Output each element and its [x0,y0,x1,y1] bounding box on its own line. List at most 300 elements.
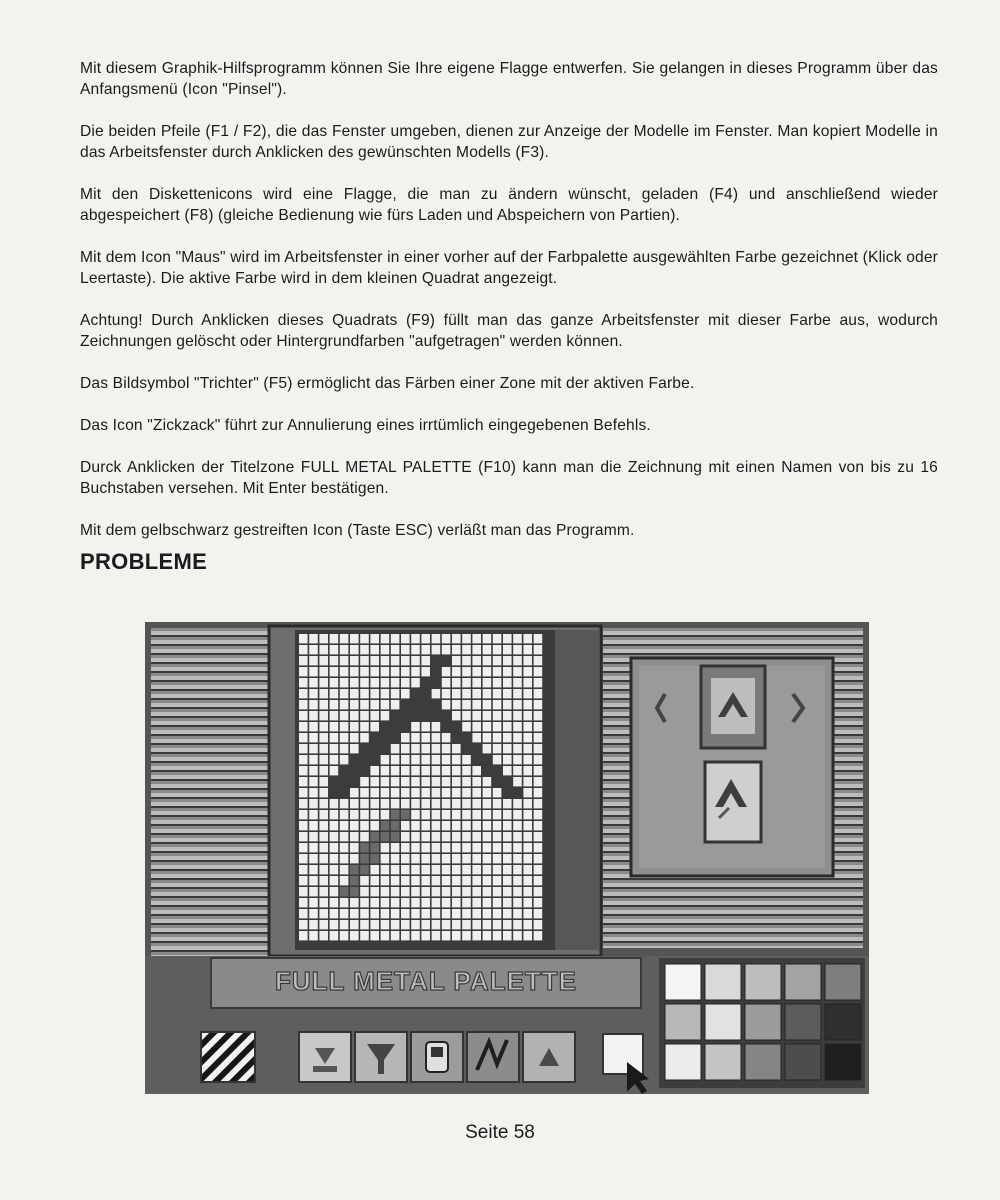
grid-cell[interactable] [360,887,369,896]
palette-swatch[interactable] [825,1044,861,1080]
grid-cell[interactable] [299,733,308,742]
grid-cell[interactable] [472,634,481,643]
grid-cell[interactable] [432,920,441,929]
grid-cell[interactable] [442,854,451,863]
grid-cell[interactable] [462,865,471,874]
grid-cell[interactable] [319,656,328,665]
grid-cell[interactable] [432,711,441,720]
grid-cell[interactable] [493,700,502,709]
grid-cell[interactable] [370,744,379,753]
grid-cell[interactable] [442,909,451,918]
grid-cell[interactable] [360,744,369,753]
grid-cell[interactable] [370,722,379,731]
grid-cell[interactable] [411,876,420,885]
grid-cell[interactable] [503,920,512,929]
grid-cell[interactable] [503,755,512,764]
grid-cell[interactable] [401,689,410,698]
grid-cell[interactable] [462,733,471,742]
grid-cell[interactable] [534,821,543,830]
grid-cell[interactable] [523,634,532,643]
grid-cell[interactable] [513,788,522,797]
grid-cell[interactable] [442,733,451,742]
grid-cell[interactable] [411,854,420,863]
grid-cell[interactable] [493,777,502,786]
grid-cell[interactable] [483,667,492,676]
grid-cell[interactable] [391,909,400,918]
grid-cell[interactable] [493,810,502,819]
grid-cell[interactable] [483,821,492,830]
grid-cell[interactable] [534,810,543,819]
grid-cell[interactable] [360,821,369,830]
grid-cell[interactable] [442,887,451,896]
grid-cell[interactable] [483,700,492,709]
grid-cell[interactable] [432,909,441,918]
grid-cell[interactable] [330,667,339,676]
grid-cell[interactable] [503,909,512,918]
grid-cell[interactable] [401,821,410,830]
grid-cell[interactable] [452,722,461,731]
grid-cell[interactable] [503,887,512,896]
grid-cell[interactable] [330,821,339,830]
grid-cell[interactable] [319,799,328,808]
grid-cell[interactable] [523,788,532,797]
grid-cell[interactable] [523,667,532,676]
mouse-icon[interactable] [411,1032,463,1082]
grid-cell[interactable] [309,645,318,654]
grid-cell[interactable] [350,744,359,753]
grid-cell[interactable] [534,865,543,874]
grid-cell[interactable] [483,799,492,808]
grid-cell[interactable] [483,733,492,742]
grid-cell[interactable] [452,799,461,808]
grid-cell[interactable] [462,700,471,709]
grid-cell[interactable] [340,700,349,709]
grid-cell[interactable] [370,854,379,863]
grid-cell[interactable] [391,689,400,698]
grid-cell[interactable] [483,832,492,841]
grid-cell[interactable] [472,821,481,830]
grid-cell[interactable] [330,843,339,852]
grid-cell[interactable] [523,766,532,775]
grid-cell[interactable] [360,920,369,929]
grid-cell[interactable] [319,722,328,731]
grid-cell[interactable] [452,920,461,929]
grid-cell[interactable] [309,799,318,808]
grid-cell[interactable] [534,744,543,753]
grid-cell[interactable] [360,689,369,698]
grid-cell[interactable] [299,656,308,665]
grid-cell[interactable] [350,898,359,907]
grid-cell[interactable] [319,667,328,676]
grid-cell[interactable] [452,931,461,940]
grid-cell[interactable] [513,887,522,896]
grid-cell[interactable] [370,843,379,852]
grid-cell[interactable] [483,722,492,731]
grid-cell[interactable] [472,788,481,797]
grid-cell[interactable] [381,744,390,753]
grid-cell[interactable] [319,876,328,885]
grid-cell[interactable] [370,876,379,885]
grid-cell[interactable] [421,854,430,863]
grid-cell[interactable] [350,810,359,819]
grid-cell[interactable] [503,645,512,654]
grid-cell[interactable] [523,821,532,830]
grid-cell[interactable] [534,909,543,918]
grid-cell[interactable] [411,733,420,742]
grid-cell[interactable] [411,755,420,764]
grid-cell[interactable] [411,744,420,753]
grid-cell[interactable] [534,722,543,731]
grid-cell[interactable] [370,645,379,654]
grid-cell[interactable] [452,733,461,742]
grid-cell[interactable] [370,700,379,709]
grid-cell[interactable] [503,843,512,852]
grid-cell[interactable] [432,799,441,808]
grid-cell[interactable] [462,777,471,786]
grid-cell[interactable] [330,920,339,929]
grid-cell[interactable] [503,678,512,687]
grid-cell[interactable] [381,931,390,940]
grid-cell[interactable] [391,898,400,907]
grid-cell[interactable] [411,711,420,720]
grid-cell[interactable] [442,656,451,665]
grid-cell[interactable] [309,832,318,841]
grid-cell[interactable] [523,887,532,896]
grid-cell[interactable] [472,766,481,775]
grid-cell[interactable] [493,865,502,874]
grid-cell[interactable] [330,700,339,709]
palette-swatch[interactable] [745,964,781,1000]
grid-cell[interactable] [309,788,318,797]
grid-cell[interactable] [452,898,461,907]
grid-cell[interactable] [442,876,451,885]
grid-cell[interactable] [370,832,379,841]
grid-cell[interactable] [421,656,430,665]
grid-cell[interactable] [472,843,481,852]
grid-cell[interactable] [462,788,471,797]
grid-cell[interactable] [452,887,461,896]
grid-cell[interactable] [319,755,328,764]
grid-cell[interactable] [309,865,318,874]
grid-cell[interactable] [452,832,461,841]
grid-cell[interactable] [391,865,400,874]
grid-cell[interactable] [360,722,369,731]
grid-cell[interactable] [513,722,522,731]
grid-cell[interactable] [421,931,430,940]
grid-cell[interactable] [319,645,328,654]
grid-cell[interactable] [319,744,328,753]
grid-cell[interactable] [493,744,502,753]
grid-cell[interactable] [391,744,400,753]
grid-cell[interactable] [330,656,339,665]
grid-cell[interactable] [493,678,502,687]
grid-cell[interactable] [483,711,492,720]
grid-cell[interactable] [391,634,400,643]
grid-cell[interactable] [319,843,328,852]
grid-cell[interactable] [370,799,379,808]
grid-cell[interactable] [319,711,328,720]
grid-cell[interactable] [523,909,532,918]
grid-cell[interactable] [421,799,430,808]
grid-cell[interactable] [442,634,451,643]
grid-cell[interactable] [381,887,390,896]
grid-cell[interactable] [360,931,369,940]
grid-cell[interactable] [401,832,410,841]
grid-cell[interactable] [401,711,410,720]
grid-cell[interactable] [319,931,328,940]
grid-cell[interactable] [340,799,349,808]
grid-cell[interactable] [401,931,410,940]
grid-cell[interactable] [340,821,349,830]
grid-cell[interactable] [442,645,451,654]
grid-cell[interactable] [401,667,410,676]
grid-cell[interactable] [330,755,339,764]
grid-cell[interactable] [340,832,349,841]
grid-cell[interactable] [350,656,359,665]
grid-cell[interactable] [391,810,400,819]
grid-cell[interactable] [340,722,349,731]
grid-cell[interactable] [319,821,328,830]
grid-cell[interactable] [493,898,502,907]
grid-cell[interactable] [401,854,410,863]
grid-cell[interactable] [391,711,400,720]
grid-cell[interactable] [421,832,430,841]
grid-cell[interactable] [360,843,369,852]
palette-swatch[interactable] [665,964,701,1000]
grid-cell[interactable] [493,689,502,698]
grid-cell[interactable] [391,656,400,665]
grid-cell[interactable] [370,711,379,720]
grid-cell[interactable] [330,788,339,797]
grid-cell[interactable] [299,700,308,709]
grid-cell[interactable] [421,755,430,764]
grid-cell[interactable] [503,733,512,742]
grid-cell[interactable] [421,909,430,918]
grid-cell[interactable] [299,755,308,764]
grid-cell[interactable] [411,656,420,665]
grid-cell[interactable] [534,700,543,709]
grid-cell[interactable] [483,755,492,764]
grid-cell[interactable] [330,777,339,786]
grid-cell[interactable] [350,722,359,731]
grid-cell[interactable] [381,810,390,819]
grid-cell[interactable] [472,865,481,874]
grid-cell[interactable] [513,810,522,819]
grid-cell[interactable] [391,755,400,764]
grid-cell[interactable] [513,821,522,830]
grid-cell[interactable] [432,733,441,742]
grid-cell[interactable] [523,689,532,698]
grid-cell[interactable] [411,887,420,896]
grid-cell[interactable] [472,744,481,753]
grid-cell[interactable] [513,744,522,753]
grid-cell[interactable] [534,843,543,852]
grid-cell[interactable] [442,788,451,797]
grid-cell[interactable] [534,755,543,764]
grid-cell[interactable] [309,843,318,852]
grid-cell[interactable] [472,909,481,918]
grid-cell[interactable] [309,920,318,929]
grid-cell[interactable] [381,843,390,852]
grid-cell[interactable] [483,678,492,687]
grid-cell[interactable] [493,909,502,918]
grid-cell[interactable] [421,689,430,698]
grid-cell[interactable] [462,744,471,753]
grid-cell[interactable] [340,656,349,665]
grid-cell[interactable] [513,898,522,907]
grid-cell[interactable] [534,876,543,885]
palette-swatch[interactable] [745,1004,781,1040]
grid-cell[interactable] [421,920,430,929]
grid-cell[interactable] [309,810,318,819]
grid-cell[interactable] [513,777,522,786]
grid-cell[interactable] [483,898,492,907]
grid-cell[interactable] [462,821,471,830]
grid-cell[interactable] [503,634,512,643]
grid-cell[interactable] [370,667,379,676]
grid-cell[interactable] [483,931,492,940]
grid-cell[interactable] [391,887,400,896]
grid-cell[interactable] [299,722,308,731]
grid-cell[interactable] [452,755,461,764]
grid-cell[interactable] [411,634,420,643]
grid-cell[interactable] [350,700,359,709]
grid-cell[interactable] [483,634,492,643]
grid-cell[interactable] [401,777,410,786]
grid-cell[interactable] [350,733,359,742]
grid-cell[interactable] [442,777,451,786]
grid-cell[interactable] [493,634,502,643]
grid-cell[interactable] [513,766,522,775]
grid-cell[interactable] [401,898,410,907]
grid-cell[interactable] [370,678,379,687]
grid-cell[interactable] [432,898,441,907]
grid-cell[interactable] [411,678,420,687]
grid-cell[interactable] [421,744,430,753]
grid-cell[interactable] [472,733,481,742]
grid-cell[interactable] [411,689,420,698]
grid-cell[interactable] [391,876,400,885]
grid-cell[interactable] [309,909,318,918]
grid-cell[interactable] [360,777,369,786]
grid-cell[interactable] [534,667,543,676]
grid-cell[interactable] [401,876,410,885]
grid-cell[interactable] [452,678,461,687]
grid-cell[interactable] [391,766,400,775]
grid-cell[interactable] [442,810,451,819]
grid-cell[interactable] [330,689,339,698]
grid-cell[interactable] [452,711,461,720]
grid-cell[interactable] [370,755,379,764]
grid-cell[interactable] [330,711,339,720]
grid-cell[interactable] [401,645,410,654]
grid-cell[interactable] [340,931,349,940]
grid-cell[interactable] [299,689,308,698]
grid-cell[interactable] [452,667,461,676]
grid-cell[interactable] [340,898,349,907]
grid-cell[interactable] [442,920,451,929]
grid-cell[interactable] [319,865,328,874]
grid-cell[interactable] [483,843,492,852]
grid-cell[interactable] [360,733,369,742]
grid-cell[interactable] [401,909,410,918]
grid-cell[interactable] [309,898,318,907]
grid-cell[interactable] [360,700,369,709]
grid-cell[interactable] [523,733,532,742]
grid-cell[interactable] [299,909,308,918]
grid-cell[interactable] [523,931,532,940]
grid-cell[interactable] [391,799,400,808]
grid-cell[interactable] [381,678,390,687]
zigzag-undo-icon[interactable] [467,1032,519,1082]
grid-cell[interactable] [401,843,410,852]
grid-cell[interactable] [391,843,400,852]
grid-cell[interactable] [452,876,461,885]
grid-cell[interactable] [534,788,543,797]
grid-cell[interactable] [523,832,532,841]
grid-cell[interactable] [299,854,308,863]
grid-cell[interactable] [472,645,481,654]
grid-cell[interactable] [483,777,492,786]
grid-cell[interactable] [513,645,522,654]
grid-cell[interactable] [523,711,532,720]
grid-cell[interactable] [309,733,318,742]
grid-cell[interactable] [330,865,339,874]
grid-cell[interactable] [421,821,430,830]
grid-cell[interactable] [462,678,471,687]
grid-cell[interactable] [432,887,441,896]
grid-cell[interactable] [350,843,359,852]
grid-cell[interactable] [534,898,543,907]
grid-cell[interactable] [411,777,420,786]
grid-cell[interactable] [360,799,369,808]
grid-cell[interactable] [503,689,512,698]
grid-cell[interactable] [513,689,522,698]
grid-cell[interactable] [299,887,308,896]
grid-cell[interactable] [319,766,328,775]
grid-cell[interactable] [513,678,522,687]
grid-cell[interactable] [340,667,349,676]
grid-cell[interactable] [299,766,308,775]
grid-cell[interactable] [299,799,308,808]
grid-cell[interactable] [340,810,349,819]
grid-cell[interactable] [452,634,461,643]
grid-cell[interactable] [462,810,471,819]
grid-cell[interactable] [381,645,390,654]
grid-cell[interactable] [330,810,339,819]
grid-cell[interactable] [462,689,471,698]
grid-cell[interactable] [411,700,420,709]
grid-cell[interactable] [462,876,471,885]
grid-cell[interactable] [472,887,481,896]
grid-cell[interactable] [370,865,379,874]
grid-cell[interactable] [503,788,512,797]
grid-cell[interactable] [360,876,369,885]
grid-cell[interactable] [411,865,420,874]
active-color-square[interactable] [603,1034,643,1074]
grid-cell[interactable] [534,854,543,863]
grid-cell[interactable] [350,876,359,885]
grid-cell[interactable] [534,887,543,896]
grid-cell[interactable] [523,865,532,874]
grid-cell[interactable] [513,920,522,929]
grid-cell[interactable] [493,821,502,830]
grid-cell[interactable] [483,876,492,885]
grid-cell[interactable] [340,689,349,698]
grid-cell[interactable] [523,876,532,885]
grid-cell[interactable] [432,843,441,852]
grid-cell[interactable] [503,854,512,863]
